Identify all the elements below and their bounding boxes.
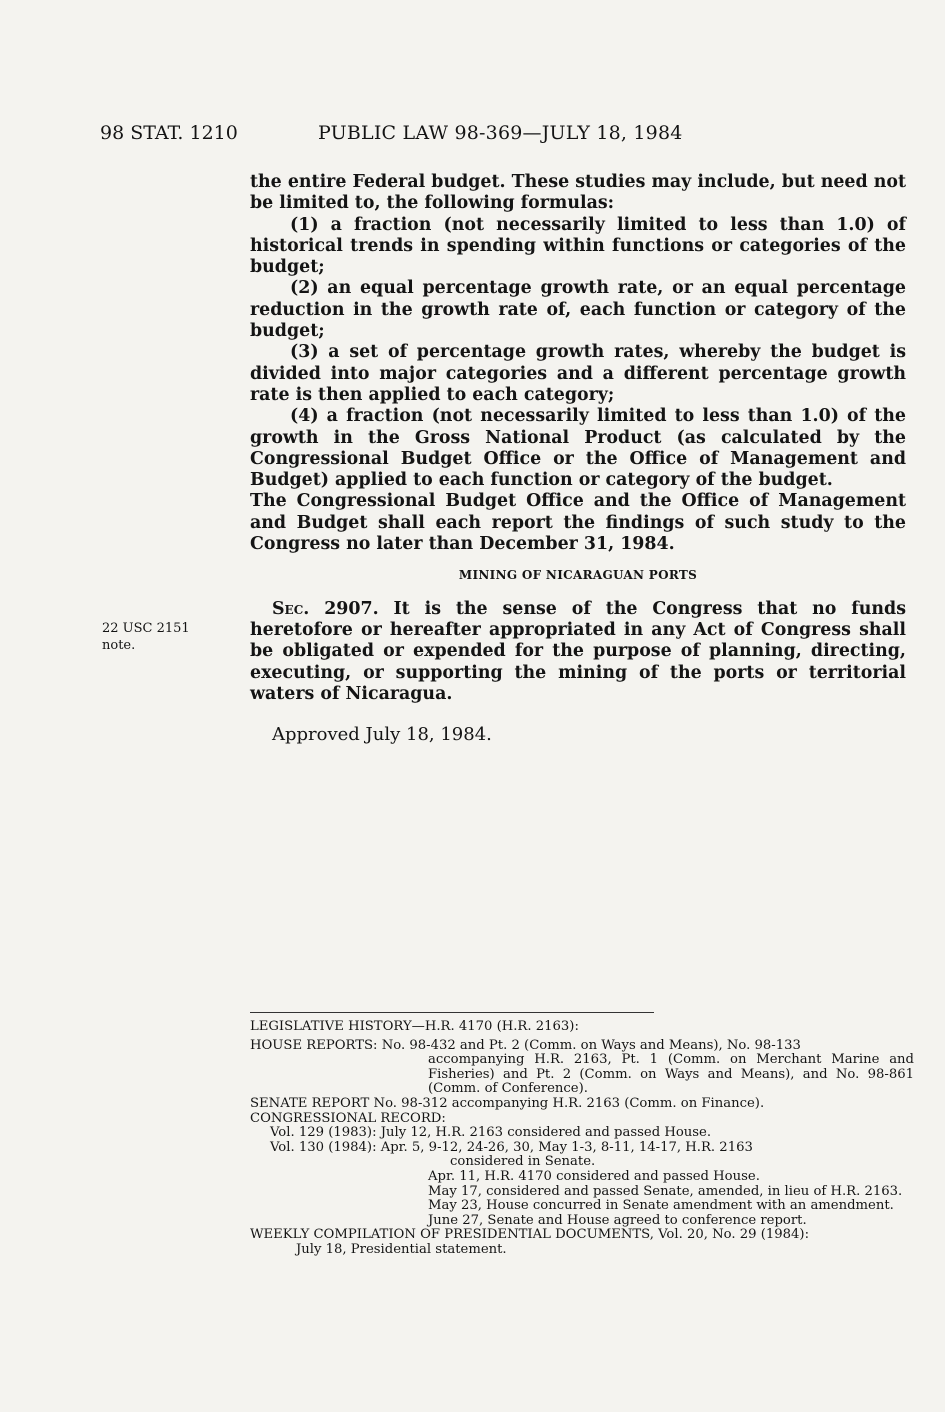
closing-paragraph: The Congressional Budget Office and the Office of Management and Budget shall each report the findings of such study to the Congress no later than December 31, 1984. [250,491,906,555]
formula-item-3: (3) a set of percentage growth rates, whereby the budget is divided into major categories and a different percentage growth rate is then applied to each category; [250,342,906,405]
record-entry: June 27, Senate and House agreed to conference report. [428,1212,807,1228]
margin-citation-line-2: note. [102,638,136,653]
weekly-compilation-entry: July 18, Presidential statement. [296,1241,507,1257]
house-reports-label: HOUSE REPORTS: [250,1037,378,1053]
section-2907-paragraph [250,599,906,705]
house-reports-continued: accompanying H.R. 2163, Pt. 1 (Comm. on Merchant Marine and Fisheries) and Pt. 2 (Comm. on Ways and Means), and No. 98-861 (Comm. of Conference). [428,1052,914,1097]
house-reports-first: No. 98-432 and Pt. 2 (Comm. on Ways and Means), No. 98-133 [381,1037,801,1053]
intro-paragraph: the entire Federal budget. These studies may include, but need not be limited to, the following formulas: [250,172,906,214]
record-vol-129: Vol. 129 (1983): July 12, H.R. 2163 considered and passed House. [270,1125,712,1141]
formula-item-4: (4) a fraction (not necessarily limited to less than 1.0) of the growth in the Gross National Product (as calculated by the Congressional Budget Office or the Office of Management and Budget) applied to each function or category of the budget. [250,406,906,491]
running-header-title: PUBLIC LAW 98-369—JULY 18, 1984 [318,122,683,144]
congressional-record-label: CONGRESSIONAL RECORD: [250,1110,446,1126]
record-entry: May 23, House concurred in Senate amendment with an amendment. [428,1198,894,1214]
record-vol-130: Vol. 130 (1984): Apr. 5, 9-12, 24-26, 30, May 1-3, 8-11, 14-17, H.R. 2163 [270,1139,753,1155]
weekly-compilation: WEEKLY COMPILATION OF PRESIDENTIAL DOCUMENTS, Vol. 20, No. 29 (1984): [250,1227,810,1243]
statute-body [250,172,906,745]
section-heading: MINING OF NICARAGUAN PORTS [458,568,698,583]
margin-citation-line-1: 22 USC 2151 [102,621,190,636]
formula-item-1: (1) a fraction (not necessarily limited to less than 1.0) of historical trends in spending within functions or categories of the budget; [250,214,906,278]
record-entry: May 17, considered and passed Senate, amended, in lieu of H.R. 2163. [428,1183,903,1199]
section-text: It is the sense of the Congress that no funds heretofore or hereafter appropriated in any Act of Congress shall be obligated or expended for the purpose of planning, directing, executing, or supporting the mining of the ports or territorial waters of Nicaragua. [250,598,906,704]
margin-citation [102,620,190,654]
formula-item-2: (2) an equal percentage growth rate, or an equal percentage reduction in the growth rate of, each function or category of the budget; [250,278,906,342]
record-entry: considered in Senate. [450,1154,596,1170]
section-label: Sec. 2907. [272,598,379,619]
senate-report: SENATE REPORT No. 98-312 accompanying H.R. 2163 (Comm. on Finance). [250,1095,765,1111]
legislative-history [250,1020,914,1258]
stat-page-number: 98 STAT. 1210 [100,122,238,144]
history-title: LEGISLATIVE HISTORY—H.R. 4170 (H.R. 2163): [250,1019,579,1034]
record-entry: Apr. 11, H.R. 4170 considered and passed House. [428,1168,760,1184]
history-divider [250,1012,654,1013]
approval-date: Approved July 18, 1984. [272,724,492,746]
house-reports-line [250,1039,914,1054]
